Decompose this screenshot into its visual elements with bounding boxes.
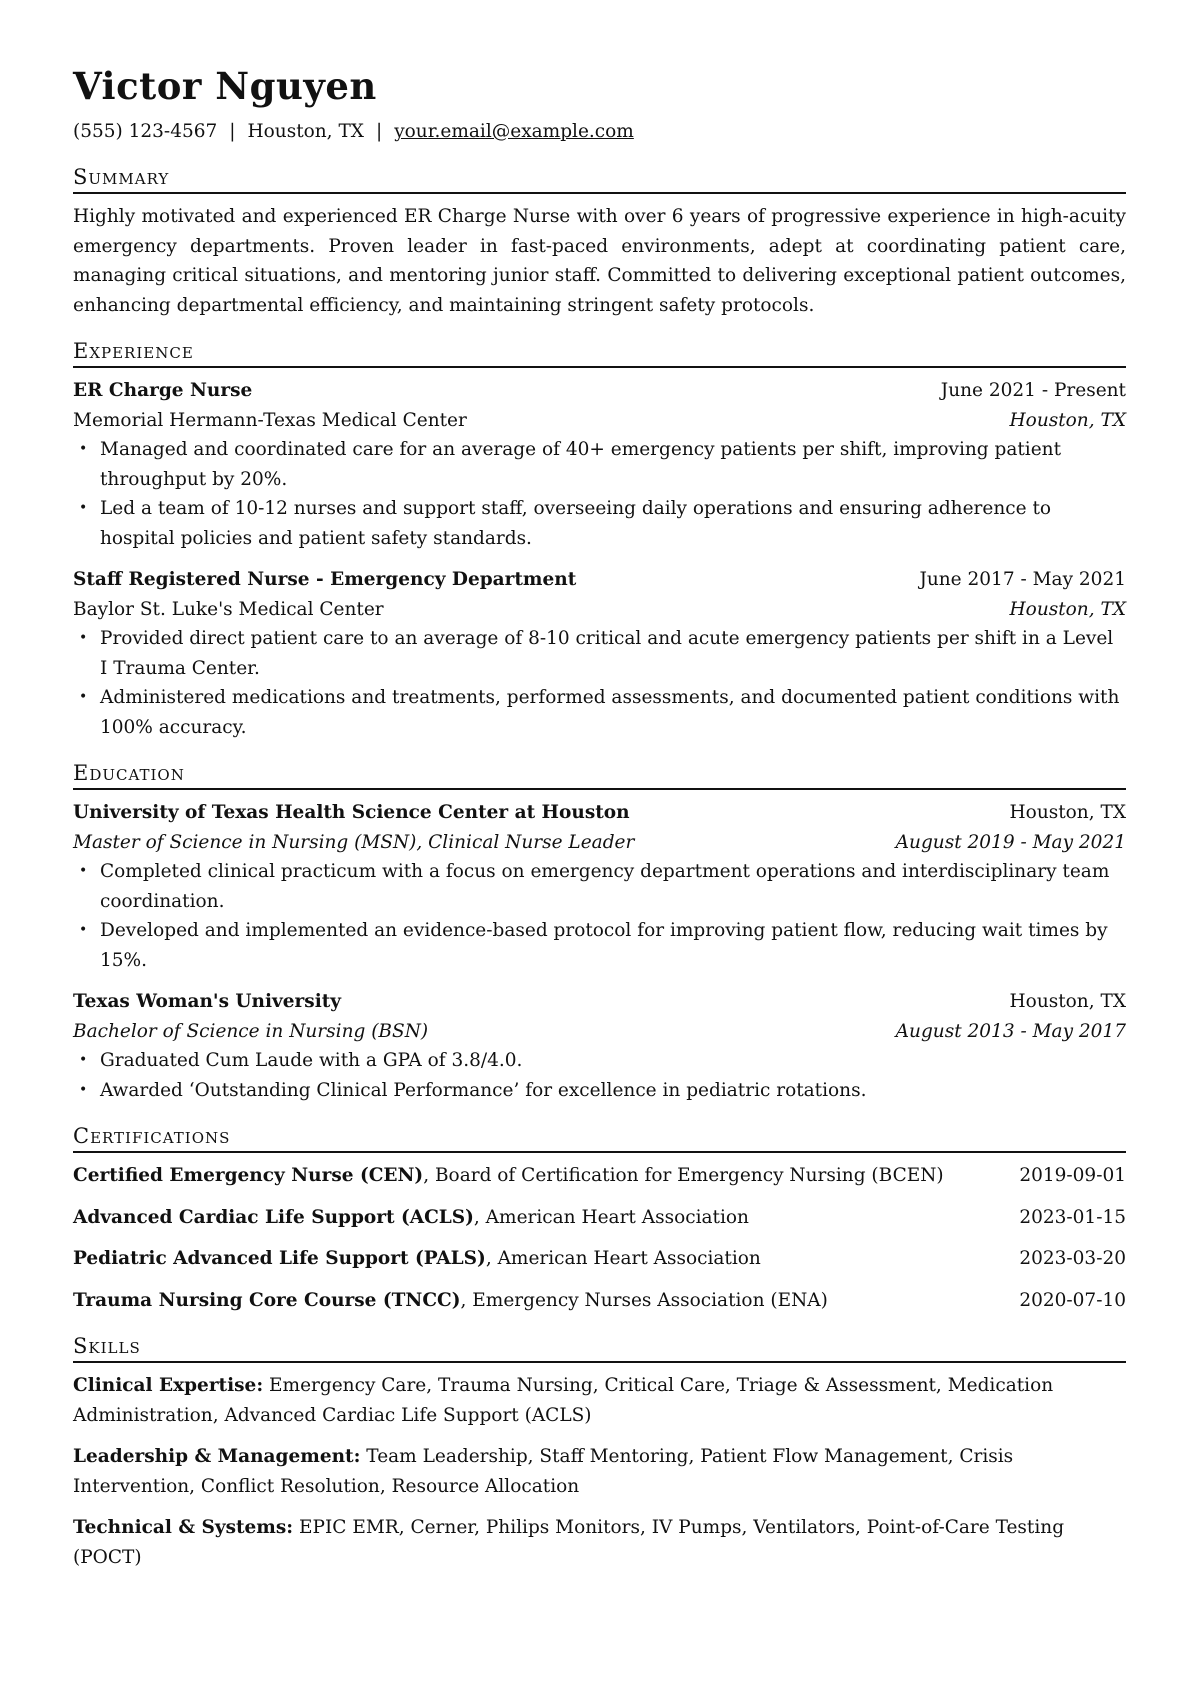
certification-name: Pediatric Advanced Life Support (PALS) [73,1248,486,1269]
certification-issuer: , American Heart Association [485,1248,761,1269]
skill-group-values: Team Leadership, Staff Mentoring, Patient Flow Management, Crisis Intervention, Conflict Resolution, Resource Allocation [73,1446,1014,1497]
bullet-list [73,435,1126,553]
certification-date: 2023-01-15 [1019,1206,1126,1228]
skill-group-label: Leadership & Management: [73,1446,361,1467]
skill-group [73,1442,1126,1501]
summary-section [73,164,1126,320]
degree: Bachelor of Science in Nursing (BSN) [73,1020,429,1042]
bullet-item: • Provided direct patient care to an average of 8-10 critical and acute emergency patients per shift in a Level I Trauma Center. [100,624,1126,683]
education-section [73,760,1126,1105]
job-location: Houston, TX [1009,409,1126,431]
skill-group-label: Clinical Expertise: [73,1375,264,1396]
education-entry [73,987,1126,1105]
skill-group [73,1513,1126,1572]
certification-date: 2019-09-01 [1019,1165,1126,1186]
skill-group-values: Emergency Care, Trauma Nursing, Critical Care, Triage & Assessment, Medication Administration, Advanced Cardiac Life Support (ACLS) [73,1375,1054,1426]
section-title-skills: Skills [73,1333,1126,1363]
employer: Baylor St. Luke's Medical Center [73,598,384,620]
education-dates: August 2013 - May 2017 [895,1020,1126,1042]
school-name: Texas Woman's University [73,991,342,1012]
bullet-item: • Led a team of 10-12 nurses and support staff, overseeing daily operations and ensuring adherence to hospital policies and patient safety standards. [100,494,1126,553]
job-dates: June 2017 - May 2021 [919,569,1126,590]
skill-group-label: Technical & Systems: [73,1517,294,1538]
education-dates: August 2019 - May 2021 [895,831,1126,853]
certification-name: Certified Emergency Nurse (CEN) [73,1165,424,1186]
certifications-section [73,1123,1126,1315]
phone-number: (555) 123-4567 [73,121,218,142]
bullet-list [73,1046,1126,1105]
bullet-item: • Completed clinical practicum with a focus on emergency department operations and interdisciplinary team coordination. [100,857,1126,916]
employer: Memorial Hermann-Texas Medical Center [73,409,467,431]
resume-page [73,60,1126,1572]
experience-entry [73,565,1126,742]
degree: Master of Science in Nursing (MSN), Clinical Nurse Leader [73,831,635,853]
separator: | [375,121,383,142]
bullet-list [73,857,1126,975]
certification-issuer: , Emergency Nurses Association (ENA) [460,1289,828,1311]
section-title-education: Education [73,760,1126,790]
certification-item [73,1286,1126,1316]
bullet-item: • Developed and implemented an evidence-based protocol for improving patient flow, reducing wait times by 15%. [100,916,1126,975]
certification-item [73,1203,1126,1233]
education-entry [73,798,1126,975]
certification-name: Advanced Cardiac Life Support (ACLS) [73,1206,474,1228]
candidate-name: Victor Nguyen [73,64,377,108]
school-name: University of Texas Health Science Center at Houston [73,802,630,823]
experience-entry [73,376,1126,553]
section-title-summary: Summary [73,164,1126,194]
location: Houston, TX [247,121,364,142]
skills-section [73,1333,1126,1572]
experience-section [73,338,1126,742]
certification-date: 2020-07-10 [1019,1289,1126,1311]
email-link[interactable]: your.email@example.com [394,121,634,142]
section-title-experience: Experience [73,338,1126,368]
bullet-item: • Administered medications and treatments, performed assessments, and documented patient conditions with 100% accuracy. [100,683,1126,742]
certification-name: Trauma Nursing Core Course (TNCC) [73,1289,461,1311]
school-location: Houston, TX [1009,991,1126,1012]
contact-line [73,118,1126,146]
job-dates: June 2021 - Present [940,380,1126,401]
section-title-certifications: Certifications [73,1123,1126,1153]
school-location: Houston, TX [1009,802,1126,823]
bullet-item: • Managed and coordinated care for an average of 40+ emergency patients per shift, improving patient throughput by 20%. [100,435,1126,494]
certification-item [73,1244,1126,1274]
separator: | [229,121,236,142]
certification-issuer: , American Heart Association [473,1206,749,1228]
bullet-list [73,624,1126,742]
job-title: Staff Registered Nurse - Emergency Department [73,569,577,590]
summary-text: Highly motivated and experienced ER Charge Nurse with over 6 years of progressive experience in high-acuity emergency departments. Proven leader in fast-paced environments, adept at coordinating patient care, managing critical situations, and mentoring junior staff. Committed to delivering exceptional patient outcomes, enhancing departmental efficiency, and maintaining stringent safety protocols. [73,206,1126,316]
certification-date: 2023-03-20 [1019,1248,1126,1269]
bullet-item: • Graduated Cum Laude with a GPA of 3.8/4.0. [100,1046,1126,1076]
skill-group [73,1371,1126,1430]
certification-item [73,1161,1126,1191]
skill-group-values: EPIC EMR, Cerner, Philips Monitors, IV Pumps, Ventilators, Point-of-Care Testing (POCT) [73,1517,1065,1568]
certification-issuer: , Board of Certification for Emergency Nursing (BCEN) [423,1165,944,1186]
job-title: ER Charge Nurse [73,380,253,401]
bullet-item: • Awarded ‘Outstanding Clinical Performance’ for excellence in pediatric rotations. [100,1076,1126,1106]
job-location: Houston, TX [1009,598,1126,620]
